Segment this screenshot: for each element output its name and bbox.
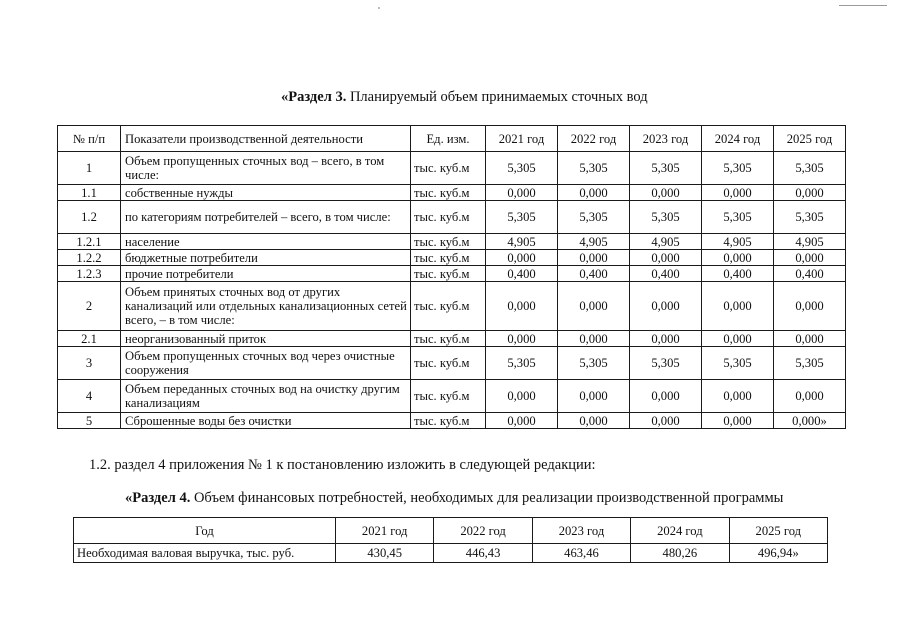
value-cell: 0,000	[774, 282, 846, 331]
indicator-name: Сброшенные воды без очистки	[121, 413, 411, 429]
value-cell: 0,000	[630, 282, 702, 331]
revenue-value: 463,46	[532, 544, 630, 563]
row-number: 2.1	[58, 331, 121, 347]
unit-cell: тыс. куб.м	[411, 380, 486, 413]
table-row	[58, 185, 846, 201]
header-year: 2023 год	[630, 126, 702, 152]
value-cell: 5,305	[702, 152, 774, 185]
indicator-name: Объем пропущенных сточных вод через очистные сооружения	[121, 347, 411, 380]
value-cell: 5,305	[558, 152, 630, 185]
row-number: 5	[58, 413, 121, 429]
value-cell: 0,000	[558, 413, 630, 429]
table-row	[58, 266, 846, 282]
value-cell: 0,000	[702, 250, 774, 266]
value-cell: 0,000	[486, 413, 558, 429]
value-cell: 5,305	[486, 152, 558, 185]
unit-cell: тыс. куб.м	[411, 266, 486, 282]
unit-cell: тыс. куб.м	[411, 413, 486, 429]
value-cell: 4,905	[630, 234, 702, 250]
table-row	[58, 347, 846, 380]
value-cell: 0,000	[774, 185, 846, 201]
row-number: 1.2	[58, 201, 121, 234]
revenue-value: 430,45	[336, 544, 434, 563]
revenue-value: 496,94»	[729, 544, 827, 563]
value-cell: 0,400	[774, 266, 846, 282]
value-cell: 5,305	[486, 347, 558, 380]
header-num: № п/п	[58, 126, 121, 152]
value-cell: 0,000	[558, 282, 630, 331]
header-year: 2024 год	[702, 126, 774, 152]
section-4-prefix: «Раздел 4.	[125, 490, 191, 506]
table-row	[58, 234, 846, 250]
value-cell: 0,400	[630, 266, 702, 282]
header-year: 2021 год	[486, 126, 558, 152]
indicator-name: Объем пропущенных сточных вод – всего, в том числе:	[121, 152, 411, 185]
value-cell: 0,000	[630, 185, 702, 201]
value-cell: 4,905	[774, 234, 846, 250]
value-cell: 5,305	[774, 201, 846, 234]
indicator-name: неорганизованный приток	[121, 331, 411, 347]
value-cell: 4,905	[486, 234, 558, 250]
unit-cell: тыс. куб.м	[411, 282, 486, 331]
revenue-value: 480,26	[631, 544, 729, 563]
value-cell: 0,000	[558, 331, 630, 347]
table-body	[58, 152, 846, 429]
value-cell: 0,000	[630, 413, 702, 429]
value-cell: 0,400	[702, 266, 774, 282]
row-number: 1	[58, 152, 121, 185]
table-row	[58, 282, 846, 331]
value-cell: 0,000	[558, 185, 630, 201]
section-4-heading	[125, 491, 783, 506]
value-cell: 5,305	[558, 201, 630, 234]
indicator-name: бюджетные потребители	[121, 250, 411, 266]
indicator-name: по категориям потребителей – всего, в том числе:	[121, 201, 411, 234]
table-row	[58, 413, 846, 429]
header-year: 2025 год	[774, 126, 846, 152]
header-year: 2023 год	[532, 518, 630, 544]
value-cell: 0,000	[486, 185, 558, 201]
indicator-name: Объем переданных сточных вод на очистку другим канализациям	[121, 380, 411, 413]
value-cell: 0,000	[702, 331, 774, 347]
header-unit: Ед. изм.	[411, 126, 486, 152]
header-year: 2025 год	[729, 518, 827, 544]
value-cell: 0,000	[702, 282, 774, 331]
unit-cell: тыс. куб.м	[411, 201, 486, 234]
revenue-label: Необходимая валовая выручка, тыс. руб.	[74, 544, 336, 563]
value-cell: 5,305	[774, 347, 846, 380]
financial-needs-table	[73, 517, 828, 563]
indicator-name: собственные нужды	[121, 185, 411, 201]
value-cell: 5,305	[486, 201, 558, 234]
row-number: 3	[58, 347, 121, 380]
value-cell: 0,400	[486, 266, 558, 282]
row-number: 1.1	[58, 185, 121, 201]
value-cell: 0,000	[702, 185, 774, 201]
header-year: 2021 год	[336, 518, 434, 544]
unit-cell: тыс. куб.м	[411, 152, 486, 185]
unit-cell: тыс. куб.м	[411, 347, 486, 380]
value-cell: 5,305	[702, 347, 774, 380]
indicator-name: прочие потребители	[121, 266, 411, 282]
row-number: 1.2.3	[58, 266, 121, 282]
table-row	[58, 201, 846, 234]
table-row	[58, 380, 846, 413]
value-cell: 0,000	[486, 282, 558, 331]
table-header-row	[58, 126, 846, 152]
unit-cell: тыс. куб.м	[411, 250, 486, 266]
header-year: 2024 год	[631, 518, 729, 544]
header-year-label: Год	[74, 518, 336, 544]
value-cell: 0,000	[774, 331, 846, 347]
indicator-name: Объем принятых сточных вод от других канализаций или отдельных канализационных сетей всего, – в том числе:	[121, 282, 411, 331]
value-cell: 0,000	[486, 380, 558, 413]
value-cell: 0,000	[774, 380, 846, 413]
row-number: 4	[58, 380, 121, 413]
table-header-row	[74, 518, 828, 544]
scan-dot	[378, 7, 380, 9]
table-row	[58, 152, 846, 185]
section-3-prefix: «Раздел 3.	[281, 89, 347, 105]
value-cell: 5,305	[630, 152, 702, 185]
section-3-title: Планируемый объем принимаемых сточных вод	[349, 89, 648, 105]
header-year: 2022 год	[558, 126, 630, 152]
unit-cell: тыс. куб.м	[411, 185, 486, 201]
table-row	[74, 544, 828, 563]
value-cell: 0,000	[558, 250, 630, 266]
value-cell: 0,000	[630, 380, 702, 413]
amendment-paragraph: 1.2. раздел 4 приложения № 1 к постановлению изложить в следующей редакции:	[89, 457, 596, 473]
scan-mark	[839, 5, 887, 6]
table-row	[58, 250, 846, 266]
value-cell: 4,905	[558, 234, 630, 250]
value-cell: 5,305	[630, 347, 702, 380]
value-cell: 0,400	[558, 266, 630, 282]
table-row	[58, 331, 846, 347]
row-number: 1.2.2	[58, 250, 121, 266]
section-3-heading	[281, 90, 648, 105]
value-cell: 4,905	[702, 234, 774, 250]
revenue-value: 446,43	[434, 544, 532, 563]
unit-cell: тыс. куб.м	[411, 234, 486, 250]
value-cell: 0,000	[558, 380, 630, 413]
indicator-name: население	[121, 234, 411, 250]
wastewater-volume-table	[57, 125, 846, 429]
value-cell: 5,305	[702, 201, 774, 234]
value-cell: 0,000	[774, 250, 846, 266]
value-cell: 0,000	[630, 331, 702, 347]
value-cell: 5,305	[558, 347, 630, 380]
row-number: 2	[58, 282, 121, 331]
value-cell: 0,000»	[774, 413, 846, 429]
section-4-title: Объем финансовых потребностей, необходимых для реализации производственной программы	[193, 490, 784, 506]
value-cell: 0,000	[486, 331, 558, 347]
value-cell: 5,305	[630, 201, 702, 234]
header-indicator: Показатели производственной деятельности	[121, 126, 411, 152]
value-cell: 5,305	[774, 152, 846, 185]
value-cell: 0,000	[702, 413, 774, 429]
value-cell: 0,000	[630, 250, 702, 266]
value-cell: 0,000	[702, 380, 774, 413]
header-year: 2022 год	[434, 518, 532, 544]
unit-cell: тыс. куб.м	[411, 331, 486, 347]
row-number: 1.2.1	[58, 234, 121, 250]
value-cell: 0,000	[486, 250, 558, 266]
